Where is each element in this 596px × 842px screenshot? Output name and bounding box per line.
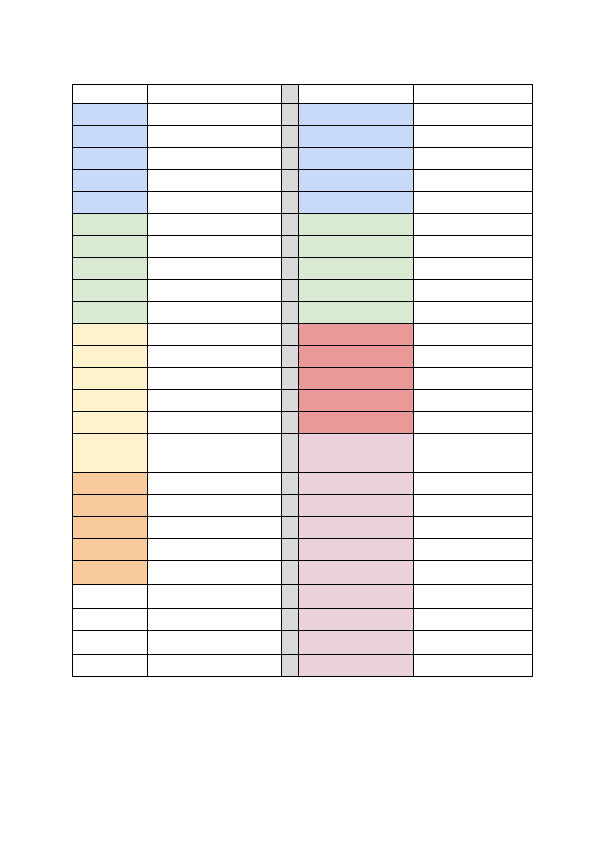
spacer-cell [282, 258, 299, 280]
recipient-cell [148, 214, 282, 236]
class-cell [73, 390, 148, 412]
recipient-line [417, 631, 529, 634]
recipient-cell [148, 170, 282, 192]
class-cell [73, 434, 148, 473]
class-cell [299, 214, 414, 236]
class-cell [299, 104, 414, 126]
class-cell [299, 412, 414, 434]
recipient-cell [148, 302, 282, 324]
table-row [73, 324, 533, 346]
recipient-cell [414, 148, 533, 170]
recipient-cell [414, 368, 533, 390]
empty-cell [73, 585, 148, 609]
empty-cell [73, 631, 148, 655]
recipient-cell [414, 192, 533, 214]
spacer-cell [282, 280, 299, 302]
class-cell [299, 346, 414, 368]
class-cell [73, 280, 148, 302]
specialist-subject-cell [299, 609, 414, 631]
table-row [73, 104, 533, 126]
class-cell [299, 258, 414, 280]
recipient-line [417, 495, 529, 498]
spacer-cell [282, 655, 299, 677]
empty-cell [148, 631, 282, 655]
specialist-subject-cell [299, 631, 414, 655]
spacer-cell [282, 148, 299, 170]
recipient-cell [414, 517, 533, 539]
spacer-cell [282, 412, 299, 434]
table-row [73, 368, 533, 390]
class-cell [73, 412, 148, 434]
specialist-subject-cell [299, 585, 414, 609]
spacer-cell [282, 473, 299, 495]
class-cell [299, 236, 414, 258]
recipient-cell [414, 585, 533, 609]
class-cell [299, 280, 414, 302]
spacer-cell [282, 495, 299, 517]
recipient-cell [414, 631, 533, 655]
spacer-cell [282, 609, 299, 631]
table-row [73, 170, 533, 192]
spacer-cell [282, 324, 299, 346]
table-row [73, 585, 533, 609]
recipient-cell [414, 280, 533, 302]
table-row [73, 214, 533, 236]
recipient-cell [148, 236, 282, 258]
recipient-cell [148, 368, 282, 390]
recipient-cell [148, 412, 282, 434]
class-cell [73, 517, 148, 539]
table-row [73, 192, 533, 214]
class-cell [73, 473, 148, 495]
recipient-cell [148, 561, 282, 585]
specialist-subject-cell [299, 561, 414, 585]
table-row [73, 346, 533, 368]
recipient-cell [414, 302, 533, 324]
recipient-cell [148, 192, 282, 214]
recipient-cell [414, 126, 533, 148]
table-row [73, 390, 533, 412]
recipient-cell [148, 495, 282, 517]
recipient-cell [414, 434, 533, 473]
table-row [73, 148, 533, 170]
spacer-cell [282, 236, 299, 258]
spacer-cell [282, 126, 299, 148]
table-row [73, 280, 533, 302]
recipient-cell [414, 346, 533, 368]
recipient-cell [414, 258, 533, 280]
spacer-cell [282, 346, 299, 368]
recipient-cell [148, 280, 282, 302]
spacer-cell [282, 104, 299, 126]
table-row [73, 609, 533, 631]
table-row [73, 236, 533, 258]
class-cell [299, 126, 414, 148]
table-row [73, 495, 533, 517]
empty-cell [148, 585, 282, 609]
recipient-cell [414, 214, 533, 236]
header-recipient-right [414, 85, 533, 104]
class-cell [299, 390, 414, 412]
header-class-left [73, 85, 148, 104]
specialist-subject-cell [299, 655, 414, 677]
spacer-cell [282, 368, 299, 390]
header-row [73, 85, 533, 104]
recipient-cell [414, 609, 533, 631]
table-row [73, 517, 533, 539]
table-row [73, 258, 533, 280]
class-cell [73, 104, 148, 126]
class-cell [73, 214, 148, 236]
recipient-cell [148, 473, 282, 495]
class-cell [73, 302, 148, 324]
recipient-cell [148, 126, 282, 148]
empty-cell [73, 655, 148, 677]
spacer-cell [282, 170, 299, 192]
recipient-cell [414, 539, 533, 561]
table-row [73, 561, 533, 585]
table-row [73, 434, 533, 473]
recipient-cell [414, 104, 533, 126]
recipient-cell [148, 346, 282, 368]
recipient-cell [148, 434, 282, 473]
recipient-cell [148, 324, 282, 346]
class-cell [73, 368, 148, 390]
recipient-cell [148, 539, 282, 561]
recipient-cell [414, 390, 533, 412]
class-cell [73, 258, 148, 280]
class-cell [73, 324, 148, 346]
recipient-cell [148, 148, 282, 170]
class-cell [299, 170, 414, 192]
spacer-cell [282, 539, 299, 561]
table-row [73, 473, 533, 495]
spacer-cell [282, 302, 299, 324]
spacer-cell [282, 85, 299, 104]
class-cell [73, 192, 148, 214]
class-cell [73, 346, 148, 368]
recipient-cell [414, 473, 533, 495]
table-row [73, 126, 533, 148]
class-cell [73, 148, 148, 170]
spacer-cell [282, 390, 299, 412]
empty-cell [73, 609, 148, 631]
empty-cell [148, 609, 282, 631]
recipient-line [417, 473, 529, 476]
recipient-cell [414, 655, 533, 677]
class-cell [73, 236, 148, 258]
recipient-cell [414, 412, 533, 434]
table-row [73, 412, 533, 434]
recipient-cell [414, 236, 533, 258]
spacer-cell [282, 585, 299, 609]
table-row [73, 539, 533, 561]
specialist-subject-cell [299, 473, 414, 495]
spacer-cell [282, 434, 299, 473]
class-cell [73, 495, 148, 517]
empty-cell [148, 655, 282, 677]
class-cell [299, 324, 414, 346]
class-cell [73, 170, 148, 192]
recipient-cell [148, 258, 282, 280]
recipient-line [417, 655, 529, 658]
recipient-line [417, 517, 529, 520]
recipient-line [417, 585, 529, 588]
table-row [73, 631, 533, 655]
spacer-cell [282, 192, 299, 214]
awards-table [72, 84, 533, 677]
recipient-cell [148, 517, 282, 539]
recipient-cell [148, 390, 282, 412]
class-cell [73, 126, 148, 148]
specialist-subject-cell [299, 434, 414, 473]
spacer-cell [282, 561, 299, 585]
table-row [73, 302, 533, 324]
class-cell [299, 368, 414, 390]
spacer-cell [282, 517, 299, 539]
class-cell [73, 539, 148, 561]
recipient-cell [148, 104, 282, 126]
spacer-cell [282, 214, 299, 236]
class-cell [299, 302, 414, 324]
recipient-cell [414, 170, 533, 192]
recipient-cell [414, 324, 533, 346]
table-row [73, 655, 533, 677]
class-cell [299, 192, 414, 214]
spacer-cell [282, 631, 299, 655]
header-class-right [299, 85, 414, 104]
specialist-subject-cell [299, 517, 414, 539]
specialist-subject-cell [299, 495, 414, 517]
specialist-subject-cell [299, 539, 414, 561]
class-cell [299, 148, 414, 170]
recipient-cell [414, 495, 533, 517]
header-recipient-left [148, 85, 282, 104]
class-cell [73, 561, 148, 585]
recipient-cell [414, 561, 533, 585]
